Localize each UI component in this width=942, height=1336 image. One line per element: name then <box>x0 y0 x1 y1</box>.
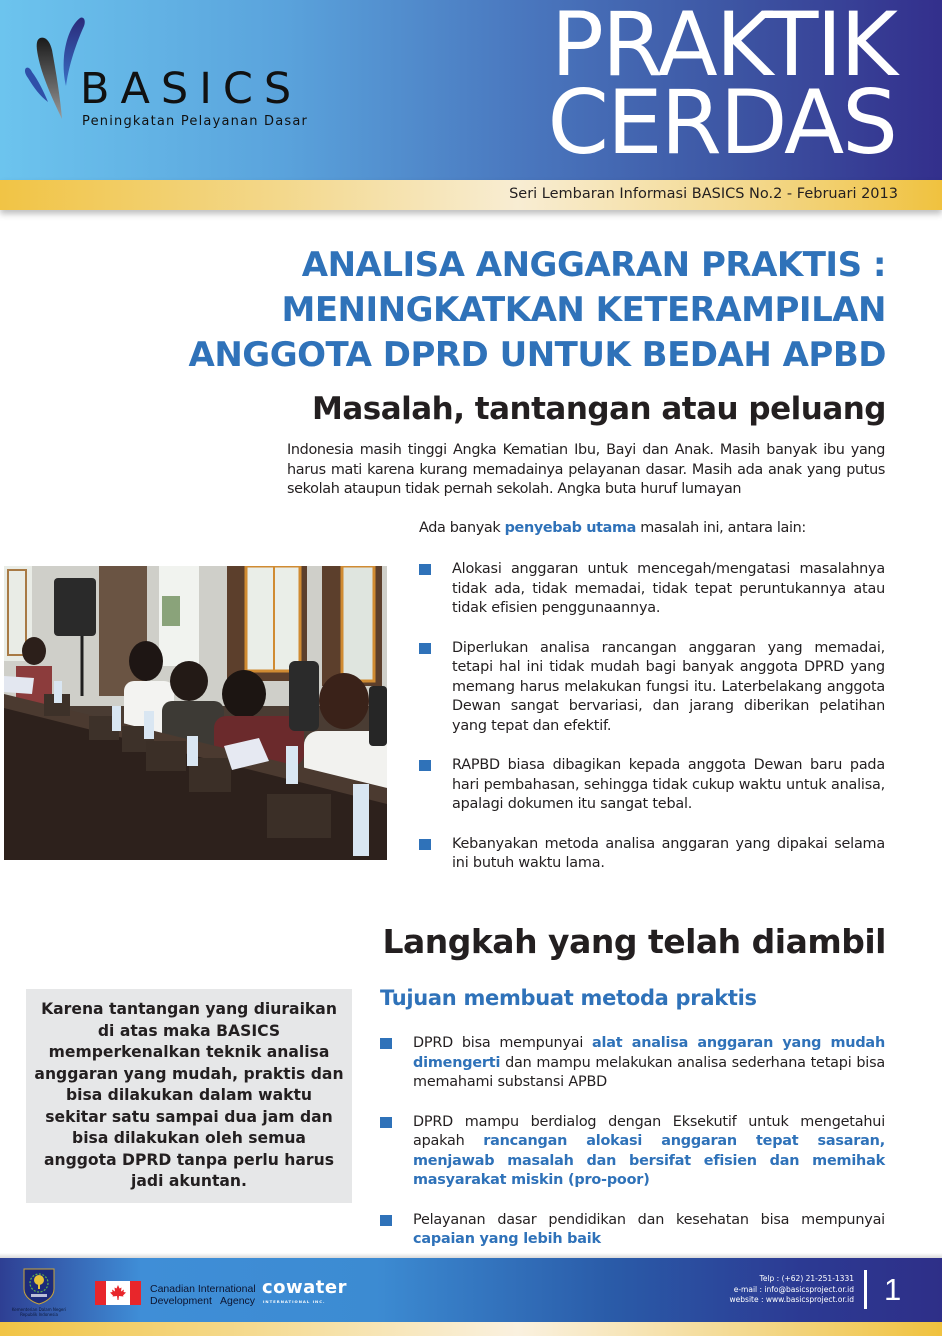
list-item <box>419 835 885 874</box>
bullet-square-icon <box>419 643 431 654</box>
logo-tagline: Peningkatan Pelayanan Dasar <box>82 114 309 129</box>
publication-title <box>547 0 896 174</box>
objectives-list <box>380 1034 885 1270</box>
section-heading-problem: Masalah, tantangan atau peluang <box>311 391 886 427</box>
lead-text: Ada banyak <box>419 520 505 536</box>
list-item-highlight: rancangan alokasi anggaran tepat sasaran, menjawab masalah dan bersifat efisien dan memihak masyarakat miskin (pro-poor) <box>413 1133 885 1188</box>
list-item <box>419 756 885 815</box>
series-bar <box>0 180 942 210</box>
cida-label <box>150 1283 256 1307</box>
contact-info <box>730 1274 854 1306</box>
causes-lead <box>419 520 806 536</box>
meeting-photo <box>4 566 387 860</box>
meeting-photo-illustration <box>4 566 387 860</box>
canada-flag-icon <box>95 1281 141 1305</box>
list-item <box>380 1113 885 1191</box>
list-item <box>419 560 885 619</box>
bullet-square-icon <box>380 1117 392 1128</box>
publication-title-line: PRAKTIK <box>550 0 896 96</box>
causes-list <box>419 560 885 894</box>
article-title-line: ANGGOTA DPRD UNTUK BEDAH APBD <box>188 335 886 375</box>
list-item-highlight: capaian yang lebih baik <box>413 1231 601 1247</box>
footer-gold-strip <box>0 1322 942 1336</box>
series-label: Seri Lembaran Informasi BASICS No.2 - Februari 2013 <box>509 186 898 202</box>
list-item <box>380 1211 885 1250</box>
contact-phone: Telp : (+62) 21-251-1331 <box>759 1274 854 1283</box>
contact-website[interactable]: website : www.basicsproject.or.id <box>729 1295 854 1304</box>
cowater-logo: cowater <box>262 1277 348 1298</box>
list-item-text: Diperlukan analisa rancangan anggaran yang memadai, tetapi hal ini tidak mudah bagi banyak anggota DPRD yang memang harus melakukan fungsi itu. Laterbelakang anggota Dewan sangat bervariasi, dan jarang diberikan pelatihan yang tepat dan efektif. <box>452 639 885 734</box>
list-item <box>380 1034 885 1093</box>
page-number: 1 <box>884 1272 902 1307</box>
callout-box: Karena tantangan yang diuraikan di atas maka BASICS memperkenalkan teknik analisa anggaran yang mudah, praktis dan bisa dilakukan dalam waktu sekitar satu sampai dua jam dan bisa dilakukan oleh semua anggota DPRD tanpa perlu harus jadi akuntan. <box>26 989 352 1203</box>
contact-email[interactable]: e-mail : info@basicsproject.or.id <box>733 1284 854 1294</box>
bullet-square-icon <box>380 1038 392 1049</box>
masthead <box>0 0 942 180</box>
cida-line: Development Agency <box>150 1295 256 1307</box>
lead-text: masalah ini, antara lain: <box>636 520 806 536</box>
bullet-square-icon <box>419 760 431 771</box>
publication-title-line: CERDAS <box>547 71 896 174</box>
section-heading-steps: Langkah yang telah diambil <box>382 922 886 961</box>
list-item-highlight: alat analisa anggaran yang mudah dimengerti <box>413 1035 885 1071</box>
intro-paragraph: Indonesia masih tinggi Angka Kematian Ibu, Bayi dan Anak. Masih banyak ibu yang harus mati karena kurang memadainya pelayanan dasar. Masih ada anak yang putus sekolah ataupun tidak pernah sekolah. Angka buta huruf lumayan <box>287 442 885 497</box>
article-title <box>86 243 886 378</box>
list-item <box>419 639 885 737</box>
list-item-text: DPRD mampu berdialog dengan Eksekutif untuk mengetahui apakah <box>413 1113 885 1149</box>
list-item-text: Alokasi anggaran untuk mencegah/mengatasi masalahnya tidak ada, tidak memadai, tidak tepat peruntukannya atau tidak efisien penggunaannya. <box>452 561 885 616</box>
list-item-text: Pelayanan dasar pendidikan dan kesehatan bisa mempunyai <box>413 1211 885 1228</box>
list-item-text: DPRD bisa mempunyai <box>413 1035 592 1051</box>
bullet-square-icon <box>419 564 431 575</box>
emblem-caption: Kementerian Dalam Negeri Republik Indonesia <box>11 1307 67 1317</box>
list-item-text: RAPBD biasa dibagikan kepada anggota Dewan baru pada hari pembahasan, sehingga tidak cukup waktu untuk analisa, apalagi dokumen itu sangat tebal. <box>452 757 885 812</box>
ministry-emblem-icon <box>22 1267 56 1305</box>
article-title-line: ANALISA ANGGARAN PRAKTIS : <box>301 245 886 285</box>
cida-line: Canadian International <box>150 1283 256 1295</box>
subheading-objectives: Tujuan membuat metoda praktis <box>380 986 757 1010</box>
list-item-text: Kebanyakan metoda analisa anggaran yang dipakai selama ini butuh waktu lama. <box>452 835 885 871</box>
list-item-text: dan mampu melakukan analisa sederhana tetapi bisa memahami substansi APBD <box>413 1054 885 1090</box>
lead-highlight: penyebab utama <box>504 520 637 536</box>
logo-wordmark: BASICS <box>80 64 303 114</box>
bullet-square-icon <box>380 1215 392 1226</box>
bullet-square-icon <box>419 839 431 850</box>
cowater-sublabel: INTERNATIONAL INC. <box>263 1299 326 1304</box>
maple-leaf-icon <box>109 1284 127 1302</box>
footer-divider <box>864 1270 867 1309</box>
article-title-line: MENINGKATKAN KETERAMPILAN <box>281 290 886 330</box>
